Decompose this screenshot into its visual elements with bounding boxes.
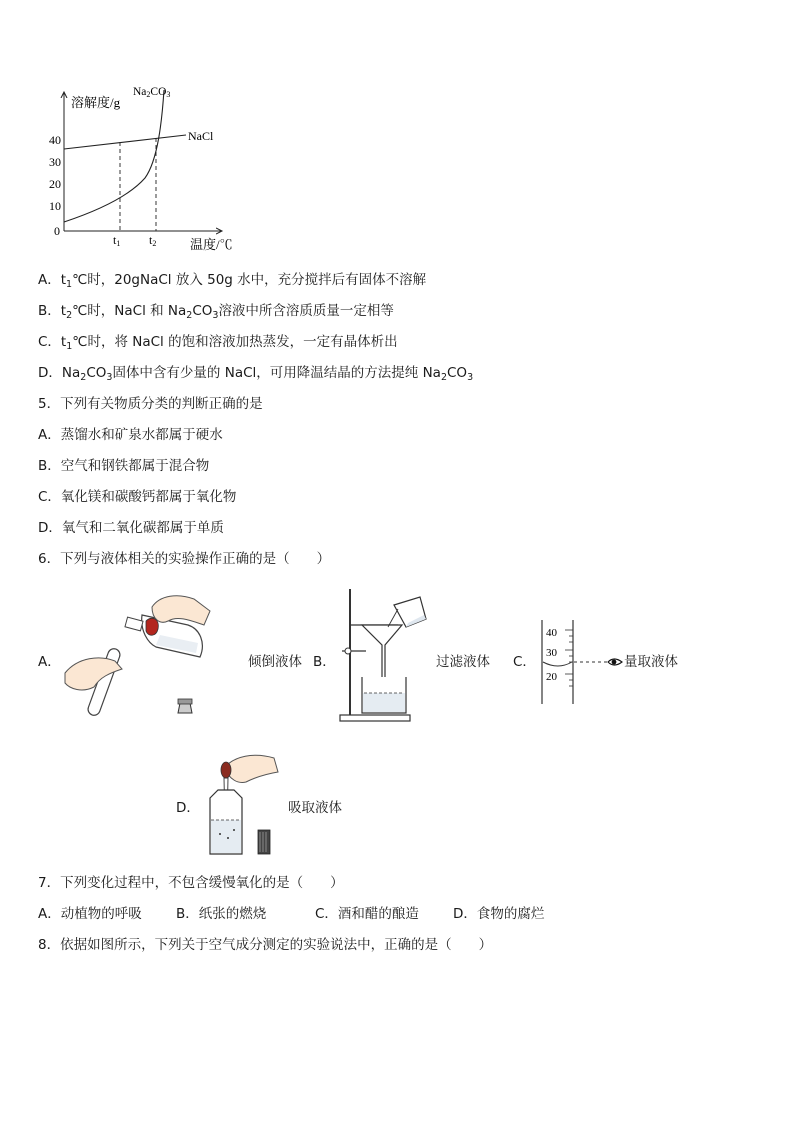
- q7-option-b: B．纸张的燃烧: [176, 906, 267, 922]
- q6-option-a-letter: A．: [38, 654, 61, 670]
- y-tick-10: 10: [49, 199, 61, 213]
- pouring-liquid-figure: [60, 585, 220, 720]
- q6-option-d-caption: 吸取液体: [288, 800, 342, 816]
- dropper-figure: [202, 750, 292, 860]
- q6-option-c-caption: 量取液体: [624, 654, 678, 670]
- q5-stem: 5．下列有关物质分类的判断正确的是: [38, 396, 263, 412]
- y-tick-30: 30: [49, 155, 61, 169]
- q6-stem: 6．下列与液体相关的实验操作正确的是（ ）: [38, 551, 331, 567]
- q8-stem: 8．依据如图所示，下列关于空气成分测定的实验说法中，正确的是（ ）: [38, 937, 493, 953]
- q7-option-d: D．食物的腐烂: [453, 906, 545, 922]
- filtering-liquid-figure: [336, 585, 436, 725]
- q5-option-b: B．空气和钢铁都属于混合物: [38, 458, 210, 474]
- cylinder-tick-20: 20: [546, 671, 557, 683]
- cylinder-tick-30: 30: [546, 647, 557, 659]
- q7-stem: 7．下列变化过程中，不包含缓慢氧化的是（ ）: [38, 875, 344, 891]
- y-axis-label: 溶解度/g: [71, 95, 121, 110]
- q5-option-d: D．氧气和二氧化碳都属于单质: [38, 520, 224, 536]
- y-tick-0: 0: [54, 224, 60, 238]
- q4-option-c: C．$t_1℃$时，将 NaCl 的饱和溶液加热蒸发，一定有晶体析出: [38, 334, 398, 352]
- q6-option-b-letter: B．: [313, 654, 336, 670]
- y-tick-40: 40: [49, 133, 61, 147]
- q6-option-d-letter: D．: [176, 800, 200, 816]
- q5-option-c: C．氧化镁和碳酸钙都属于氧化物: [38, 489, 237, 505]
- cylinder-tick-40: 40: [546, 627, 557, 639]
- q4-option-b: B．$t_2℃$时，NaCl 和 $Na_2CO_3$溶液中所含溶质质量一定相等: [38, 303, 394, 321]
- q7-option-c: C．酒和醋的酿造: [315, 906, 419, 922]
- q4-option-a: A．$t_1℃$时，20gNaCl 放入 50g 水中，充分搅拌后有固体不溶解: [38, 272, 427, 290]
- x-axis-label: 温度/℃: [190, 237, 233, 252]
- y-tick-20: 20: [49, 177, 61, 191]
- eye-icon: [608, 659, 622, 665]
- q6-option-c-letter: C．: [513, 654, 536, 670]
- solubility-chart: [40, 80, 300, 255]
- nacl-curve: [64, 135, 186, 149]
- q4-option-d: D．$Na_2CO_3$固体中含有少量的 NaCl，可用降温结晶的方法提纯 $Na_2CO_3$: [38, 365, 474, 383]
- x-tick-t2: t2: [149, 233, 157, 248]
- q5-option-a: A．蒸馏水和矿泉水都属于硬水: [38, 427, 223, 443]
- x-tick-t1: t1: [113, 233, 121, 248]
- q7-options: [38, 905, 544, 923]
- nacl-series-label: NaCl: [188, 129, 214, 143]
- na2co3-series-label: Na2CO3: [133, 86, 171, 99]
- q7-option-a: A．动植物的呼吸: [38, 906, 142, 922]
- q6-option-b-caption: 过滤液体: [436, 654, 490, 670]
- q6-option-a-caption: 倾倒液体: [248, 654, 302, 670]
